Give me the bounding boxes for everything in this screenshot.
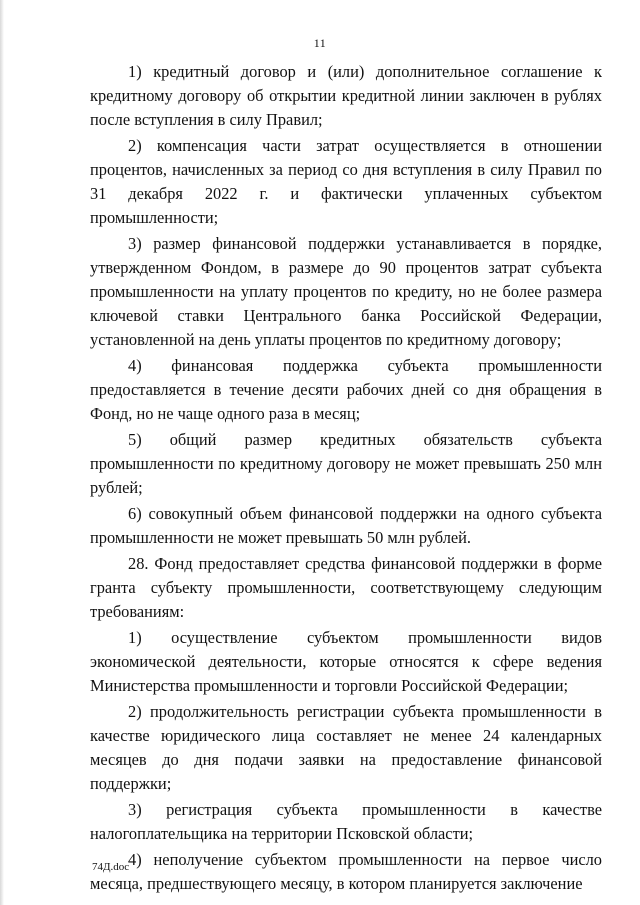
paragraph-28: 28. Фонд предоставляет средства финансовой поддержки в форме гранта субъекту промышленности, соответствующему следующим требованиям: (90, 554, 602, 621)
paragraph-28-2: 2) продолжительность регистрации субъекта промышленности в качестве юридического лица составляет не менее 24 календарных месяцев до дня подачи заявки на предоставление финансовой поддержки; (90, 702, 602, 793)
paragraph-3: 3) размер финансовой поддержки устанавливается в порядке, утвержденном Фондом, в размере до 90 процентов затрат субъекта промышленности на уплату процентов по кредиту, но не более размера ключевой ставки Центрального банка Российской Федерации, установленной на день уплаты процентов по кредитному договору; (90, 234, 602, 349)
paragraph-1: 1) кредитный договор и (или) дополнительное соглашение к кредитному договору об открытии кредитной линии заключен в рублях после вступления в силу Правил; (90, 62, 602, 129)
footer-filename: 74Д.doc (92, 861, 130, 873)
paragraph-28-4: 4) неполучение субъектом промышленности на первое число месяца, предшествующего месяцу, в котором планируется заключение (90, 850, 602, 893)
paragraph-2: 2) компенсация части затрат осуществляется в отношении процентов, начисленных за период со дня вступления в силу Правил по 31 декабря 2022 г. и фактически уплаченных субъектом промышленности; (90, 136, 602, 227)
paragraph-5: 5) общий размер кредитных обязательств субъекта промышленности по кредитному договору не может превышать 250 млн рублей; (90, 430, 602, 497)
paragraph-28-3: 3) регистрация субъекта промышленности в качестве налогоплательщика на территории Псковской области; (90, 800, 602, 843)
document-body (90, 60, 602, 898)
scan-edge (0, 0, 4, 905)
paragraph-6: 6) совокупный объем финансовой поддержки на одного субъекта промышленности не может превышать 50 млн рублей. (90, 504, 602, 547)
paragraph-4: 4) финансовая поддержка субъекта промышленности предоставляется в течение десяти рабочих дней со дня обращения в Фонд, но не чаще одного раза в месяц; (90, 356, 602, 423)
page-number: 11 (313, 36, 327, 50)
paragraph-28-1: 1) осуществление субъектом промышленности видов экономической деятельности, которые относятся к сфере ведения Министерства промышленности и торговли Российской Федерации; (90, 628, 602, 695)
